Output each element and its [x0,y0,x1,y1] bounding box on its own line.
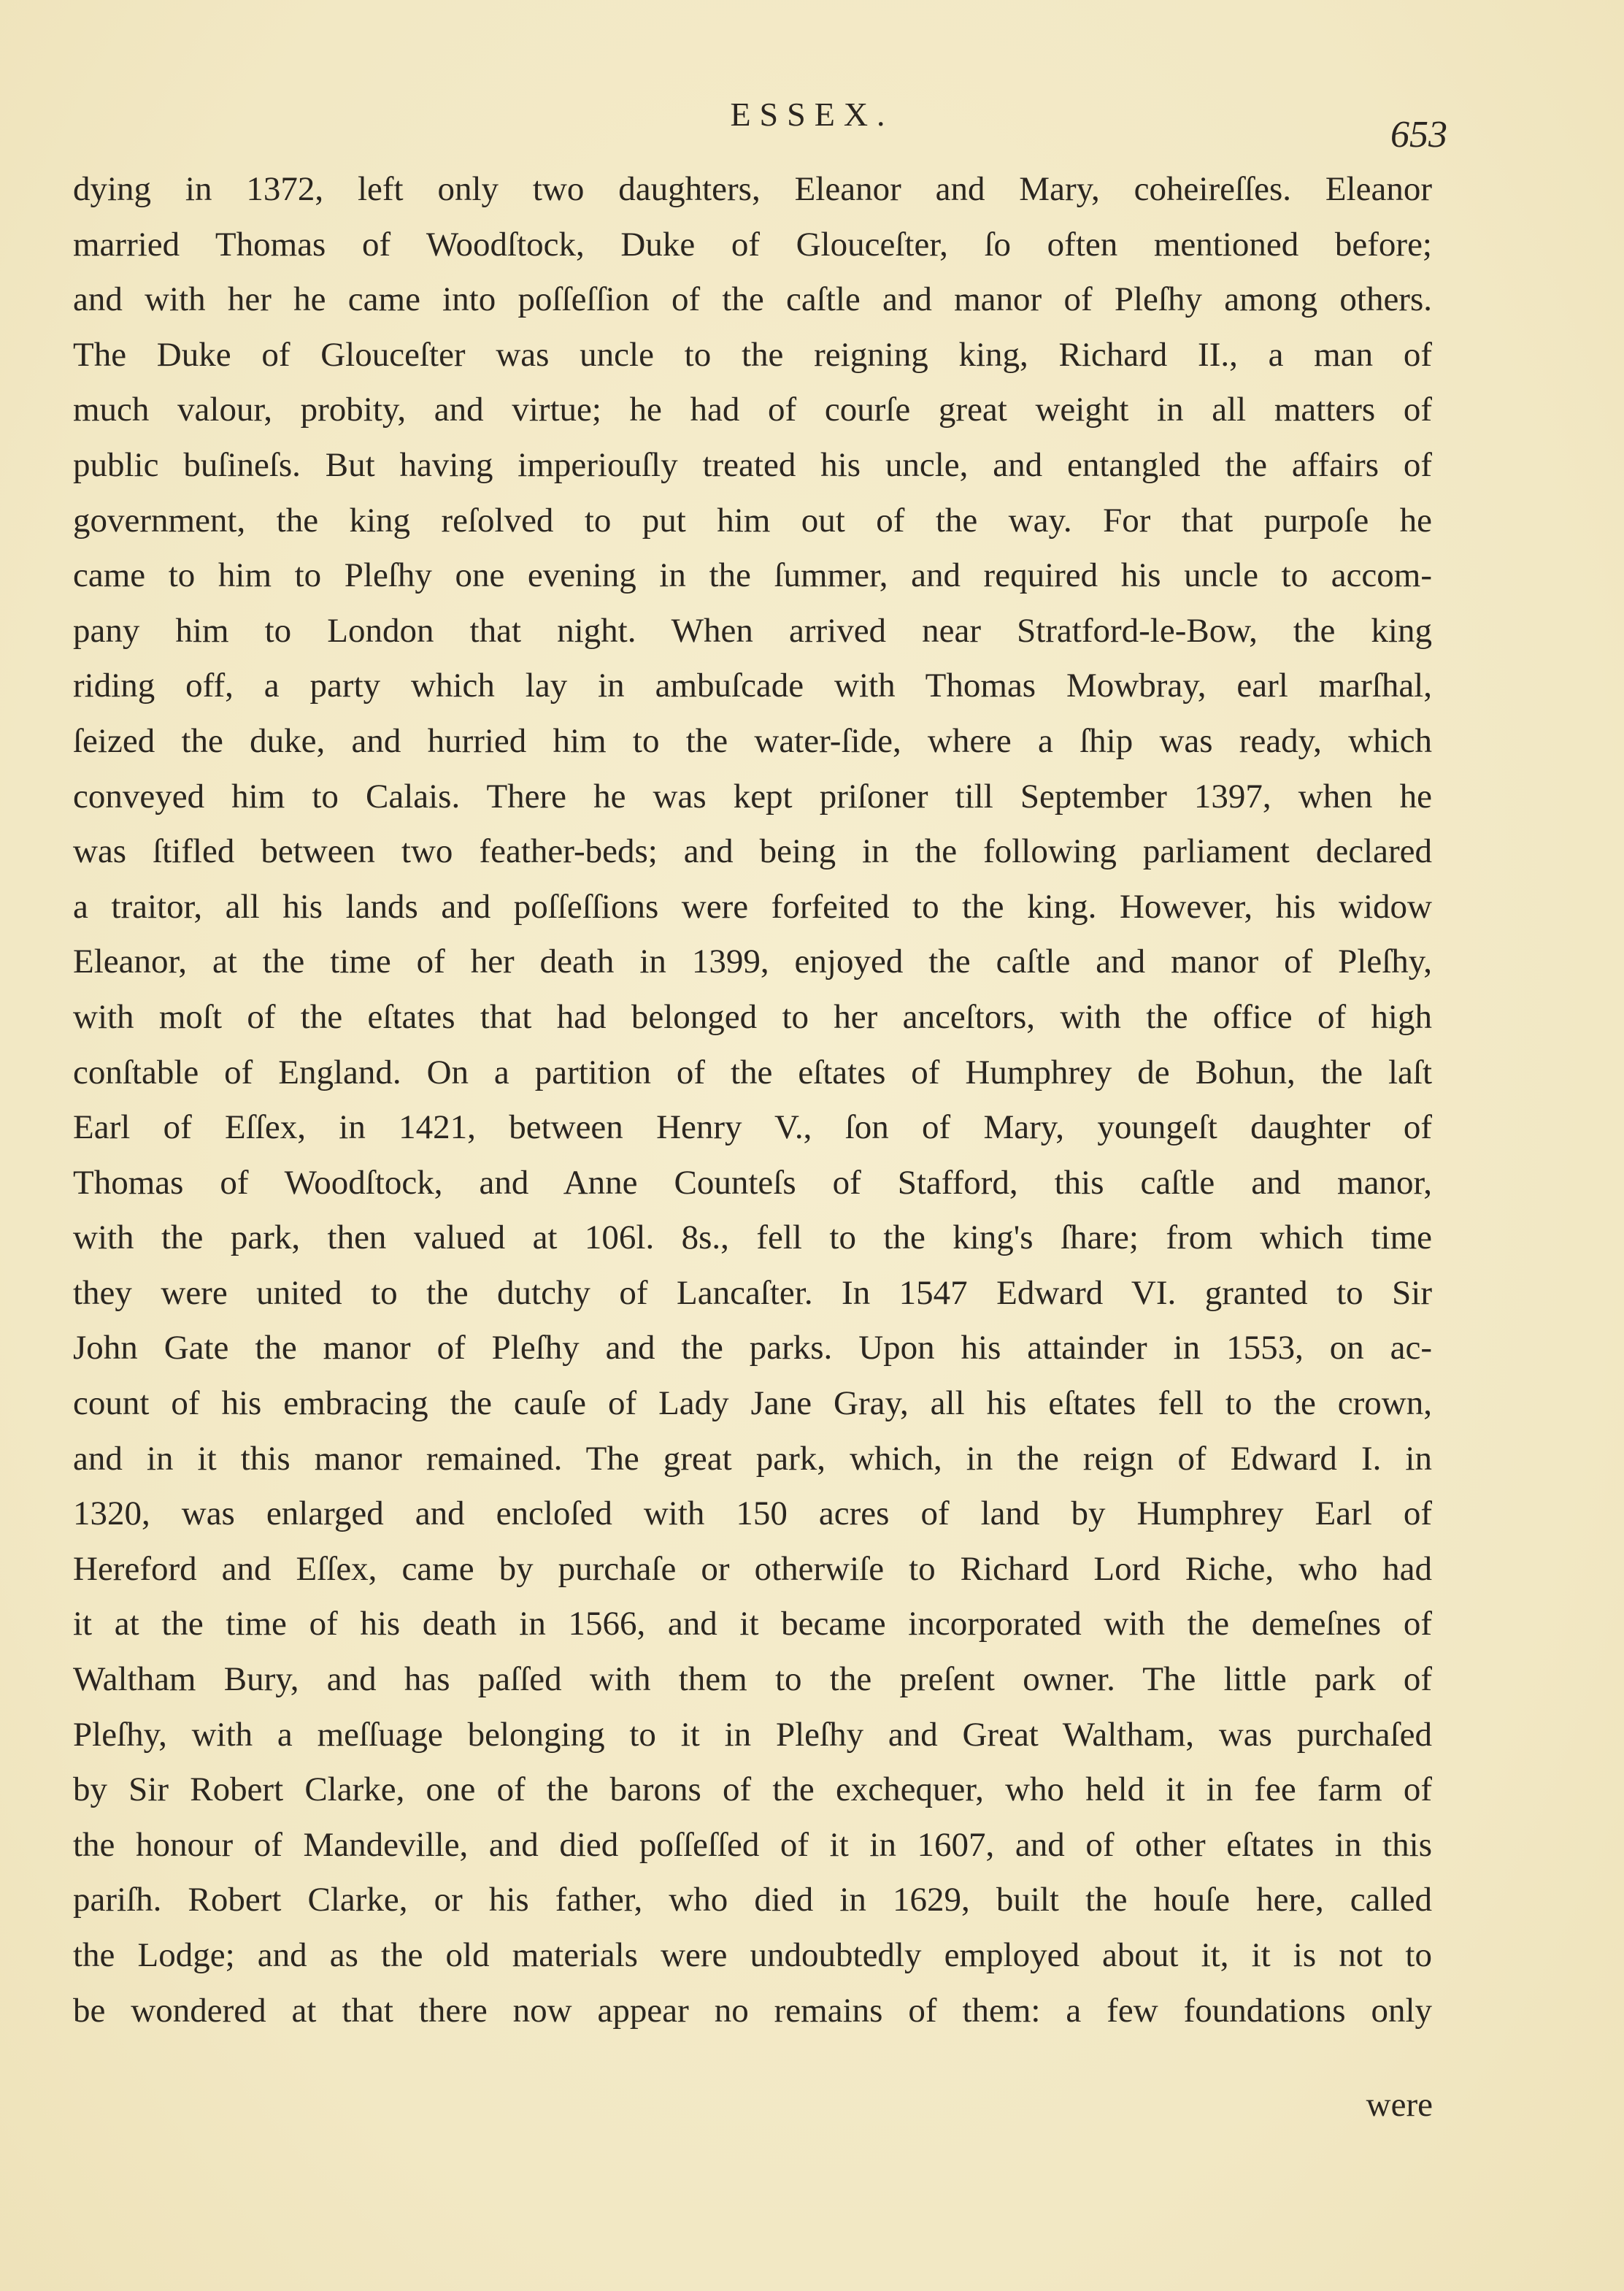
page-number: 653 [1390,114,1447,156]
text-line: Waltham Bury, and has paſſed with them to the preſent owner. The little park of [73,1660,1432,1699]
text-line: public buſineſs. But having imperiouſly treated his uncle, and entangled the affairs of [73,445,1432,484]
text-line: much valour, probity, and virtue; he had of courſe great weight in all matters of [73,391,1432,429]
text-line: conſtable of England. On a partition of the eſtates of Humphrey de Bohun, the laſt [73,1053,1432,1091]
catchword: were [1366,2086,1433,2124]
text-line: Eleanor, at the time of her death in 1399, enjoyed the caſtle and manor of Pleſhy, [73,943,1432,981]
text-line: Hereford and Eſſex, came by purchaſe or otherwiſe to Richard Lord Riche, who had [73,1549,1432,1588]
text-line: Thomas of Woodſtock, and Anne Counteſs of Stafford, this caſtle and manor, [73,1163,1432,1202]
text-line: by Sir Robert Clarke, one of the barons of the exchequer, who held it in fee farm of [73,1770,1432,1809]
text-line: riding off, a party which lay in ambuſcade with Thomas Mowbray, earl marſhal, [73,667,1432,705]
text-line: government, the king reſolved to put him out of the way. For that purpoſe he [73,501,1432,540]
text-line: and with her he came into poſſeſſion of the caſtle and manor of Pleſhy among others. [73,280,1432,319]
text-line: be wondered at that there now appear no remains of them: a few foundations only [73,1991,1432,2030]
text-line: married Thomas of Woodſtock, Duke of Glouceſter, ſo often mentioned before; [73,225,1432,264]
text-line: came to him to Pleſhy one evening in the ſummer, and required his uncle to accom- [73,556,1432,595]
text-line: with the park, then valued at 106l. 8s., fell to the king's ſhare; from which time [73,1219,1432,1257]
text-line: and in it this manor remained. The great park, which, in the reign of Edward I. in [73,1439,1432,1478]
text-line: it at the time of his death in 1566, and it became incorporated with the demeſnes of [73,1605,1432,1643]
text-line: pany him to London that night. When arrived near Stratford-le-Bow, the king [73,611,1432,650]
text-line: they were united to the dutchy of Lancaſter. In 1547 Edward VI. granted to Sir [73,1273,1432,1312]
text-line: pariſh. Robert Clarke, or his father, who died in 1629, built the houſe here, called [73,1881,1432,1919]
text-line: John Gate the manor of Pleſhy and the parks. Upon his attainder in 1553, on ac- [73,1329,1432,1367]
text-line: the honour of Mandeville, and died poſſeſſed of it in 1607, and of other eſtates in this [73,1825,1432,1864]
text-line: Pleſhy, with a meſſuage belonging to it in Pleſhy and Great Waltham, was purchaſed [73,1715,1432,1754]
text-line: 1320, was enlarged and encloſed with 150 acres of land by Humphrey Earl of [73,1494,1432,1533]
text-line: count of his embracing the cauſe of Lady Jane Gray, all his eſtates fell to the crown, [73,1384,1432,1423]
text-line: The Duke of Glouceſter was uncle to the reigning king, Richard II., a man of [73,335,1432,374]
text-line: the Lodge; and as the old materials were undoubtedly employed about it, it is not to [73,1936,1432,1974]
body-text [73,162,1432,2038]
text-line: dying in 1372, left only two daughters, Eleanor and Mary, coheireſſes. Eleanor [73,170,1432,208]
text-line: was ſtifled between two feather-beds; and being in the following parliament declared [73,832,1432,871]
text-line: ſeized the duke, and hurried him to the water-ſide, where a ſhip was ready, which [73,721,1432,760]
text-line: with moſt of the eſtates that had belonged to her anceſtors, with the office of high [73,997,1432,1036]
running-title: ESSEX. [730,96,894,133]
text-line: a traitor, all his lands and poſſeſſions were forfeited to the king. However, his widow [73,887,1432,926]
text-line: conveyed him to Calais. There he was kept priſoner till September 1397, when he [73,777,1432,816]
text-line: Earl of Eſſex, in 1421, between Henry V., ſon of Mary, youngeſt daughter of [73,1108,1432,1147]
